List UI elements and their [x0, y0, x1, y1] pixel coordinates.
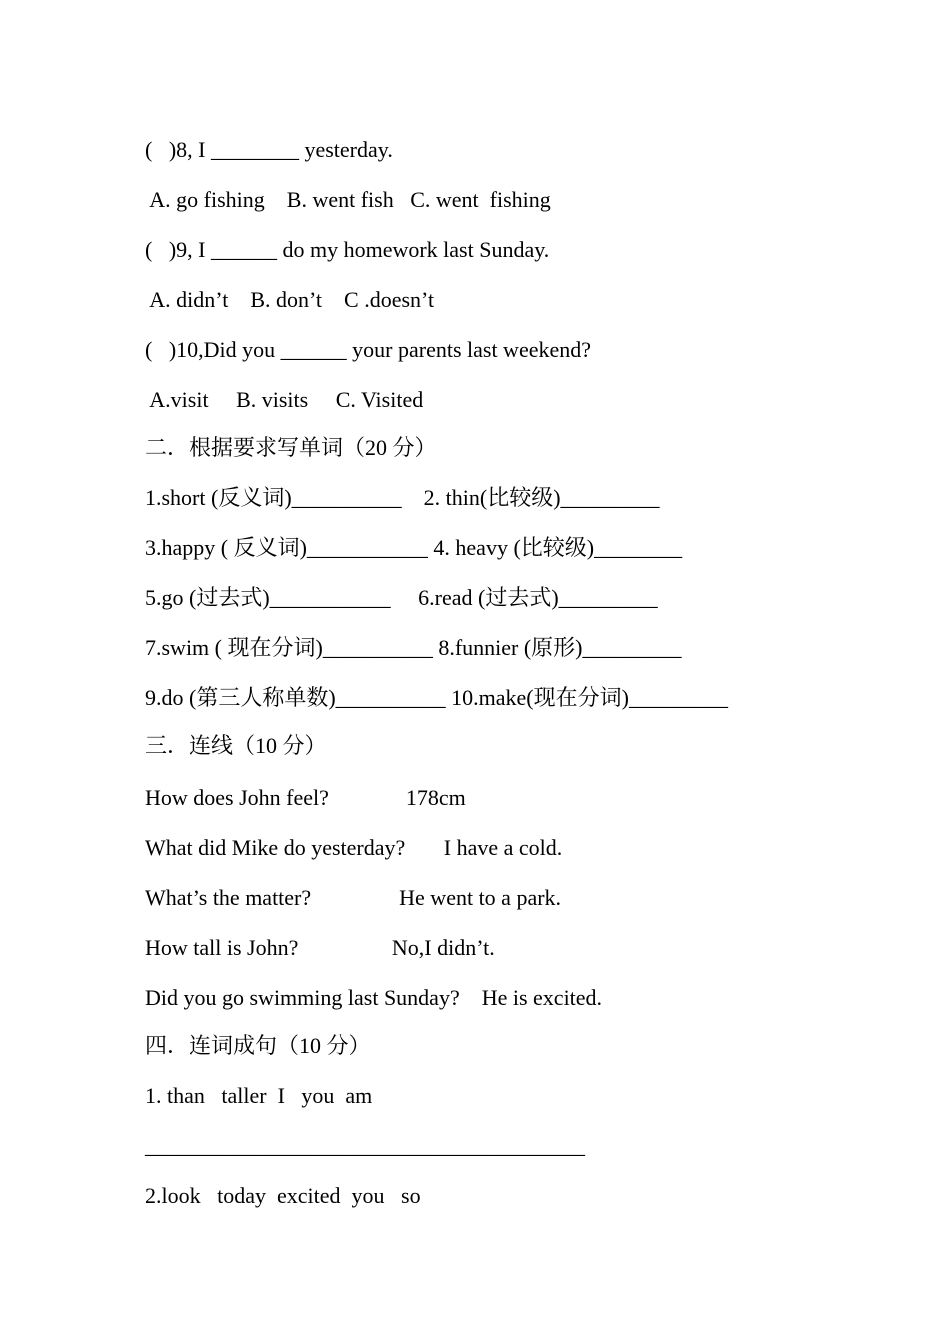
- match-row-1: How does John feel? 178cm: [145, 785, 466, 810]
- sentence-2-words: 2.look today excited you so: [145, 1183, 421, 1208]
- question-9-options: A. didn’t B. don’t C .doesn’t: [145, 287, 435, 312]
- word-row-4: 7.swim ( 现在分词)__________ 8.funnier (原形)_________: [145, 635, 682, 660]
- word-row-5: 9.do (第三人称单数)__________ 10.make(现在分词)_________: [145, 685, 728, 710]
- answer-line-1: ________________________________________: [145, 1133, 585, 1158]
- sentence-1-words: 1. than taller I you am: [145, 1083, 373, 1108]
- word-row-3: 5.go (过去式)___________ 6.read (过去式)_________: [145, 585, 658, 610]
- word-row-2: 3.happy ( 反义词)___________ 4. heavy (比较级)________: [145, 535, 683, 560]
- match-row-4: How tall is John? No,I didn’t.: [145, 935, 495, 960]
- section-4-heading: 四．连词成句（10 分）: [145, 1033, 371, 1058]
- match-row-5: Did you go swimming last Sunday? He is excited.: [145, 985, 603, 1010]
- word-row-1: 1.short (反义词)__________ 2. thin(比较级)_________: [145, 485, 660, 510]
- match-row-3: What’s the matter? He went to a park.: [145, 885, 562, 910]
- question-9: ( )9, I ______ do my homework last Sunday.: [145, 237, 550, 262]
- section-2-heading: 二．根据要求写单词（20 分）: [145, 435, 437, 460]
- question-10: ( )10,Did you ______ your parents last weekend?: [145, 337, 592, 362]
- match-row-2: What did Mike do yesterday? I have a cold.: [145, 835, 563, 860]
- question-8-options: A. go fishing B. went fish C. went fishing: [145, 187, 551, 212]
- section-3-heading: 三．连线（10 分）: [145, 733, 327, 758]
- question-10-options: A.visit B. visits C. Visited: [145, 387, 424, 412]
- question-8: ( )8, I ________ yesterday.: [145, 137, 393, 162]
